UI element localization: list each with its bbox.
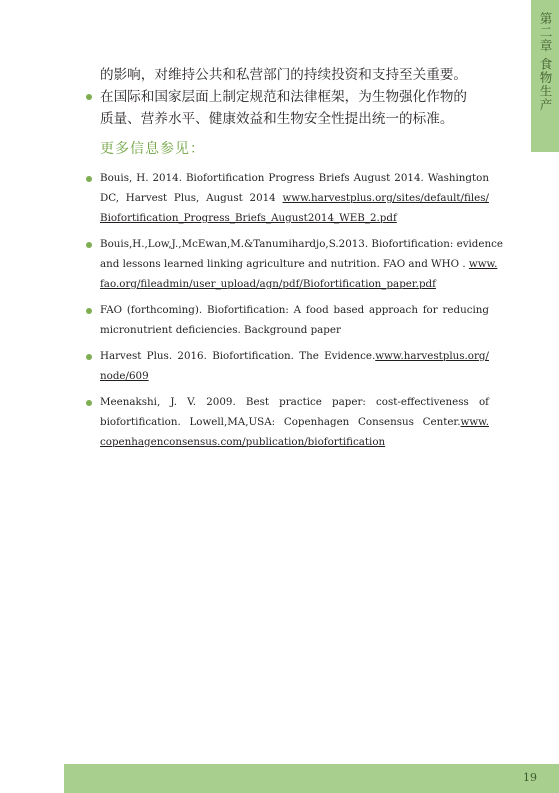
reference-item xyxy=(86,234,503,294)
reference-line xyxy=(100,346,489,366)
reference-text: Meenakshi, J. V. 2009. Best practice paper: cost-effectiveness of xyxy=(100,396,489,408)
reference-link[interactable]: www. xyxy=(468,258,498,270)
page-content xyxy=(86,64,503,458)
reference-link[interactable]: www. xyxy=(460,416,489,428)
reference-line xyxy=(100,432,489,452)
reference-link[interactable]: www.harvestplus.org/ xyxy=(375,350,489,362)
footer-bar xyxy=(64,764,559,793)
reference-text: and lessons learned linking agriculture and nutrition. FAO and WHO . xyxy=(100,258,469,270)
reference-line xyxy=(100,188,489,208)
page-number: 19 xyxy=(523,771,537,784)
reference-link[interactable]: copenhagenconsensus.com/publication/biofortification xyxy=(100,436,386,448)
reference-line xyxy=(100,320,489,340)
reference-item xyxy=(86,392,489,452)
bullet-icon xyxy=(86,308,92,314)
reference-text: Harvest Plus. 2016. Biofortification. The Evidence. xyxy=(100,350,376,362)
bullet-icon xyxy=(86,400,92,406)
reference-text: micronutrient deficiencies. Background paper xyxy=(100,324,341,336)
bullet-icon xyxy=(86,94,92,100)
cn-bullet-item xyxy=(86,86,489,130)
reference-link[interactable]: Biofortification_Progress_Briefs_August2014_WEB_2.pdf xyxy=(100,212,397,224)
reference-text: Bouis,H.,Low,J.,McEwan,M.&Tanumihardjo,S.2013. Biofortification: evidence xyxy=(100,238,503,250)
chapter-side-tab xyxy=(531,0,559,152)
reference-item xyxy=(86,300,489,340)
reference-line xyxy=(100,208,489,228)
reference-text: biofortification. Lowell,MA,USA: Copenhagen Consensus Center. xyxy=(100,416,461,428)
reference-line xyxy=(100,300,489,320)
reference-text: Bouis, H. 2014. Biofortification Progress Briefs August 2014. Washington xyxy=(100,172,489,184)
cn-text-line: 质量、营养水平、健康效益和生物安全性提出统一的标准。 xyxy=(100,111,454,127)
more-info-heading: 更多信息参见： xyxy=(100,141,205,157)
bullet-icon xyxy=(86,176,92,182)
chapter-title: 第二章 食物生产 xyxy=(538,12,553,112)
reference-item xyxy=(86,168,489,228)
cn-text-line: 在国际和国家层面上制定规范和法律框架，为生物强化作物的 xyxy=(100,89,468,105)
cn-bullet-item xyxy=(86,64,489,86)
reference-link[interactable]: node/609 xyxy=(100,370,149,382)
reference-link[interactable]: www.harvestplus.org/sites/default/files/ xyxy=(282,192,489,204)
reference-list xyxy=(86,168,503,452)
reference-line xyxy=(100,366,489,386)
chinese-bullet-list xyxy=(86,64,489,130)
reference-text: DC, Harvest Plus, August 2014 xyxy=(100,192,283,204)
reference-item xyxy=(86,346,489,386)
reference-link[interactable]: fao.org/fileadmin/user_upload/agn/pdf/Biofortification_paper.pdf xyxy=(100,278,436,290)
reference-line xyxy=(100,412,489,432)
reference-line xyxy=(100,274,489,294)
bullet-icon xyxy=(86,242,92,248)
bullet-icon xyxy=(86,354,92,360)
cn-text-line: 的影响，对维持公共和私营部门的持续投资和支持至关重要。 xyxy=(100,67,468,83)
reference-line xyxy=(100,234,503,254)
reference-line xyxy=(100,254,498,274)
reference-line xyxy=(100,168,489,188)
reference-line xyxy=(100,392,489,412)
reference-text: FAO (forthcoming). Biofortification: A food based approach for reducing xyxy=(100,304,489,316)
